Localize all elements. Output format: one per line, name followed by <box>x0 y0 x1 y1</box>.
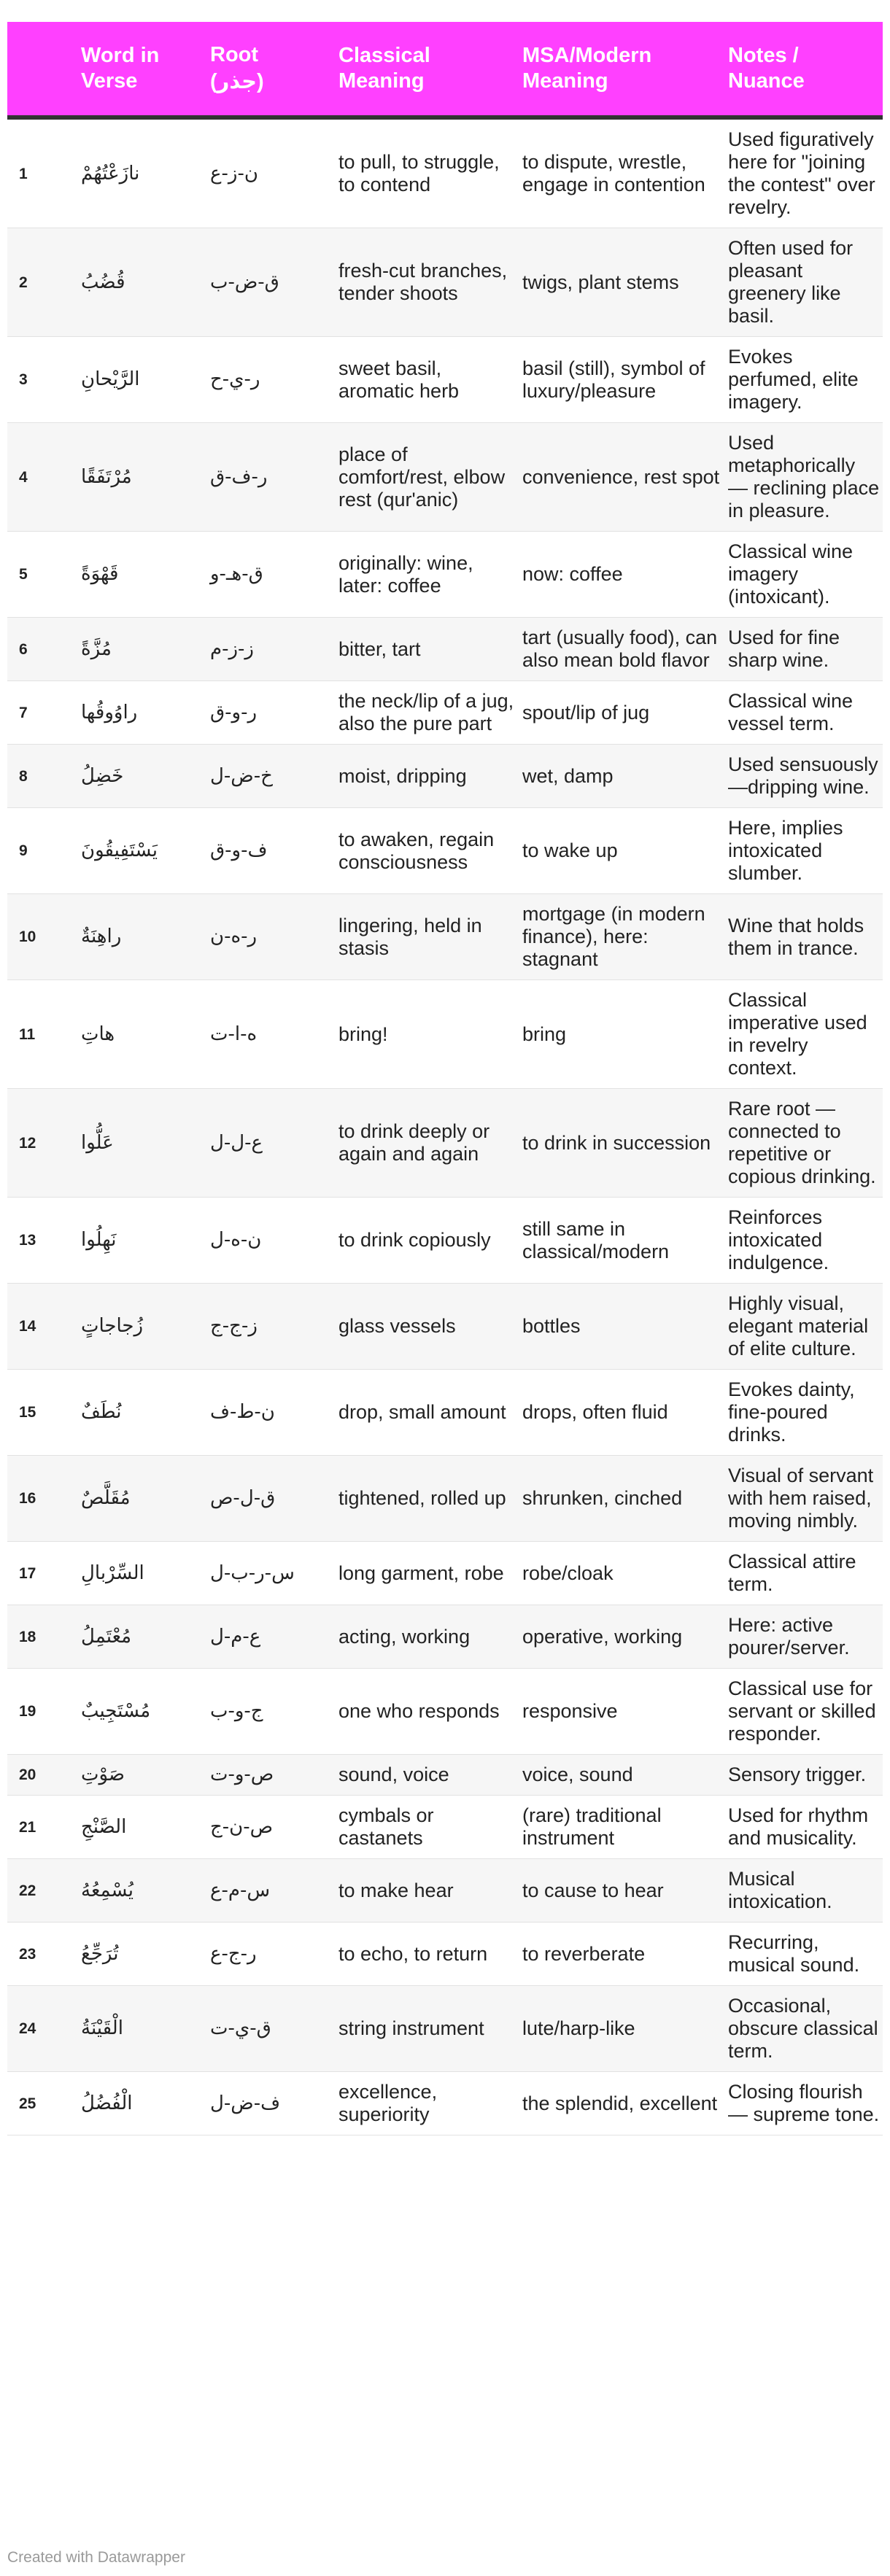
notes-nuance: Wine that holds them in trance. <box>728 894 883 980</box>
word-in-verse: السِّرْبالِ <box>81 1542 210 1605</box>
root-letters: ف-و-ق <box>210 808 338 894</box>
classical-meaning: to drink deeply or again and again <box>338 1089 522 1198</box>
notes-nuance: Classical use for servant or skilled responder. <box>728 1669 883 1755</box>
root-header-line1: Root <box>210 43 259 66</box>
table-row <box>7 337 883 423</box>
root-letters: ج-و-ب <box>210 1669 338 1755</box>
row-number: 12 <box>7 1089 81 1198</box>
notes-nuance: Rare root — connected to repetitive or copious drinking. <box>728 1089 883 1198</box>
word-in-verse: صَوْتِ <box>81 1755 210 1796</box>
row-number: 23 <box>7 1923 81 1986</box>
table-row <box>7 423 883 532</box>
classical-meaning: string instrument <box>338 1986 522 2072</box>
row-number: 4 <box>7 423 81 532</box>
root-letters: ق-هـ-و <box>210 532 338 618</box>
row-number: 17 <box>7 1542 81 1605</box>
row-number: 15 <box>7 1370 81 1456</box>
root-letters: خ-ض-ل <box>210 745 338 808</box>
word-in-verse: مُسْتَجِيبٌ <box>81 1669 210 1755</box>
table-row <box>7 1456 883 1542</box>
classical-meaning: long garment, robe <box>338 1542 522 1605</box>
msa-meaning: tart (usually food), can also mean bold flavor <box>522 618 728 681</box>
notes-nuance: Highly visual, elegant material of elite culture. <box>728 1284 883 1370</box>
msa-meaning: to wake up <box>522 808 728 894</box>
classical-meaning: originally: wine, later: coffee <box>338 532 522 618</box>
notes-nuance: Musical intoxication. <box>728 1859 883 1923</box>
row-number: 20 <box>7 1755 81 1796</box>
row-number: 8 <box>7 745 81 808</box>
root-letters: ر-و-ق <box>210 681 338 745</box>
word-in-verse: نُطَفٌ <box>81 1370 210 1456</box>
row-number: 1 <box>7 117 81 228</box>
word-in-verse: مُزَّةً <box>81 618 210 681</box>
table-row <box>7 117 883 228</box>
classical-meaning: to echo, to return <box>338 1923 522 1986</box>
table-row <box>7 980 883 1089</box>
table-row <box>7 681 883 745</box>
classical-meaning: moist, dripping <box>338 745 522 808</box>
column-header-number <box>7 22 81 117</box>
classical-meaning: sweet basil, aromatic herb <box>338 337 522 423</box>
root-letters: س-ر-ب-ل <box>210 1542 338 1605</box>
table-row <box>7 1859 883 1923</box>
classical-meaning: to make hear <box>338 1859 522 1923</box>
notes-nuance: Used sensuously—dripping wine. <box>728 745 883 808</box>
row-number: 5 <box>7 532 81 618</box>
msa-meaning: mortgage (in modern finance), here: stagnant <box>522 894 728 980</box>
table-row <box>7 1796 883 1859</box>
notes-nuance: Classical wine vessel term. <box>728 681 883 745</box>
root-letters: ص-ن-ج <box>210 1796 338 1859</box>
table-body <box>7 117 883 2135</box>
notes-nuance: Used metaphorically — reclining place in pleasure. <box>728 423 883 532</box>
word-in-verse: قَهْوَةً <box>81 532 210 618</box>
msa-meaning: twigs, plant stems <box>522 228 728 337</box>
notes-nuance: Evokes dainty, fine-poured drinks. <box>728 1370 883 1456</box>
table-row <box>7 2072 883 2135</box>
word-in-verse: الصَّنْجِ <box>81 1796 210 1859</box>
classical-meaning: fresh-cut branches, tender shoots <box>338 228 522 337</box>
root-letters: ر-ي-ح <box>210 337 338 423</box>
table-header-row <box>7 22 883 117</box>
classical-meaning: excellence, superiority <box>338 2072 522 2135</box>
msa-meaning: responsive <box>522 1669 728 1755</box>
word-in-verse: هاتِ <box>81 980 210 1089</box>
table-row <box>7 1198 883 1284</box>
word-in-verse: يُسْمِعُهُ <box>81 1859 210 1923</box>
root-letters: ه-ا-ت <box>210 980 338 1089</box>
table-row <box>7 618 883 681</box>
notes-nuance: Classical wine imagery (intoxicant). <box>728 532 883 618</box>
row-number: 13 <box>7 1198 81 1284</box>
column-header-msa[interactable]: MSA/Modern Meaning <box>522 22 728 117</box>
root-letters: ف-ض-ل <box>210 2072 338 2135</box>
msa-meaning: to cause to hear <box>522 1859 728 1923</box>
row-number: 6 <box>7 618 81 681</box>
classical-meaning: drop, small amount <box>338 1370 522 1456</box>
row-number: 16 <box>7 1456 81 1542</box>
row-number: 14 <box>7 1284 81 1370</box>
row-number: 7 <box>7 681 81 745</box>
table-row <box>7 1986 883 2072</box>
table-row <box>7 745 883 808</box>
classical-meaning: cymbals or castanets <box>338 1796 522 1859</box>
msa-meaning: now: coffee <box>522 532 728 618</box>
row-number: 9 <box>7 808 81 894</box>
msa-meaning: bring <box>522 980 728 1089</box>
classical-meaning: glass vessels <box>338 1284 522 1370</box>
notes-nuance: Occasional, obscure classical term. <box>728 1986 883 2072</box>
msa-meaning: the splendid, excellent <box>522 2072 728 2135</box>
root-letters: ن-ه-ل <box>210 1198 338 1284</box>
row-number: 18 <box>7 1605 81 1669</box>
notes-nuance: Sensory trigger. <box>728 1755 883 1796</box>
table-row <box>7 808 883 894</box>
msa-meaning: (rare) traditional instrument <box>522 1796 728 1859</box>
word-in-verse: نازَعْتُهُمْ <box>81 117 210 228</box>
word-in-verse: مُقَلَّصٌ <box>81 1456 210 1542</box>
word-in-verse: خَضِلُ <box>81 745 210 808</box>
table-row <box>7 1923 883 1986</box>
root-letters: ن-ز-ع <box>210 117 338 228</box>
classical-meaning: acting, working <box>338 1605 522 1669</box>
classical-meaning: to awaken, regain consciousness <box>338 808 522 894</box>
classical-meaning: bring! <box>338 980 522 1089</box>
column-header-root[interactable] <box>210 22 338 117</box>
root-letters: ر-ف-ق <box>210 423 338 532</box>
column-header-word[interactable]: Word in Verse <box>81 22 210 117</box>
word-in-verse: راهِنَةٌ <box>81 894 210 980</box>
row-number: 3 <box>7 337 81 423</box>
notes-nuance: Used for rhythm and musicality. <box>728 1796 883 1859</box>
notes-nuance: Classical imperative used in revelry context. <box>728 980 883 1089</box>
word-in-verse: الْقَيْنَةُ <box>81 1986 210 2072</box>
table-container <box>7 22 883 2135</box>
root-letters: ن-ط-ف <box>210 1370 338 1456</box>
msa-meaning: robe/cloak <box>522 1542 728 1605</box>
vocabulary-table <box>7 22 883 2135</box>
word-in-verse: تُرَجِّعُ <box>81 1923 210 1986</box>
msa-meaning: shrunken, cinched <box>522 1456 728 1542</box>
root-letters: ز-ز-م <box>210 618 338 681</box>
root-letters: ز-ج-ج <box>210 1284 338 1370</box>
classical-meaning: place of comfort/rest, elbow rest (qur'anic) <box>338 423 522 532</box>
classical-meaning: to pull, to struggle, to contend <box>338 117 522 228</box>
table-row <box>7 532 883 618</box>
root-letters: ر-ج-ع <box>210 1923 338 1986</box>
msa-meaning: operative, working <box>522 1605 728 1669</box>
msa-meaning: voice, sound <box>522 1755 728 1796</box>
row-number: 24 <box>7 1986 81 2072</box>
root-header-line2: (جذر) <box>210 70 264 93</box>
word-in-verse: مُعْتَمِلُ <box>81 1605 210 1669</box>
word-in-verse: الرَّيْحانِ <box>81 337 210 423</box>
root-letters: ع-م-ل <box>210 1605 338 1669</box>
msa-meaning: bottles <box>522 1284 728 1370</box>
table-row <box>7 1542 883 1605</box>
msa-meaning: to drink in succession <box>522 1089 728 1198</box>
notes-nuance: Classical attire term. <box>728 1542 883 1605</box>
word-in-verse: زُجاجاتٍ <box>81 1284 210 1370</box>
table-row <box>7 1089 883 1198</box>
root-letters: ع-ل-ل <box>210 1089 338 1198</box>
notes-nuance: Evokes perfumed, elite imagery. <box>728 337 883 423</box>
classical-meaning: bitter, tart <box>338 618 522 681</box>
column-header-notes[interactable]: Notes / Nuance <box>728 22 883 117</box>
table-row <box>7 228 883 337</box>
notes-nuance: Recurring, musical sound. <box>728 1923 883 1986</box>
notes-nuance: Here, implies intoxicated slumber. <box>728 808 883 894</box>
root-letters: ر-ه-ن <box>210 894 338 980</box>
word-in-verse: يَسْتَفِيقُونَ <box>81 808 210 894</box>
classical-meaning: lingering, held in stasis <box>338 894 522 980</box>
row-number: 21 <box>7 1796 81 1859</box>
word-in-verse: راوُوقُها <box>81 681 210 745</box>
msa-meaning: convenience, rest spot <box>522 423 728 532</box>
classical-meaning: sound, voice <box>338 1755 522 1796</box>
root-letters: س-م-ع <box>210 1859 338 1923</box>
table-row <box>7 1370 883 1456</box>
msa-meaning: basil (still), symbol of luxury/pleasure <box>522 337 728 423</box>
row-number: 19 <box>7 1669 81 1755</box>
row-number: 10 <box>7 894 81 980</box>
word-in-verse: قُضُبُ <box>81 228 210 337</box>
row-number: 2 <box>7 228 81 337</box>
table-row <box>7 1755 883 1796</box>
notes-nuance: Visual of servant with hem raised, moving nimbly. <box>728 1456 883 1542</box>
msa-meaning: to reverberate <box>522 1923 728 1986</box>
table-row <box>7 1284 883 1370</box>
msa-meaning: wet, damp <box>522 745 728 808</box>
notes-nuance: Closing flourish — supreme tone. <box>728 2072 883 2135</box>
classical-meaning: the neck/lip of a jug, also the pure part <box>338 681 522 745</box>
root-letters: ص-و-ت <box>210 1755 338 1796</box>
row-number: 25 <box>7 2072 81 2135</box>
notes-nuance: Used for fine sharp wine. <box>728 618 883 681</box>
root-letters: ق-ض-ب <box>210 228 338 337</box>
table-row <box>7 894 883 980</box>
classical-meaning: one who responds <box>338 1669 522 1755</box>
datawrapper-credit[interactable]: Created with Datawrapper <box>7 2549 185 2566</box>
root-letters: ق-ي-ت <box>210 1986 338 2072</box>
msa-meaning: drops, often fluid <box>522 1370 728 1456</box>
word-in-verse: نَهِلُوا <box>81 1198 210 1284</box>
notes-nuance: Here: active pourer/server. <box>728 1605 883 1669</box>
classical-meaning: tightened, rolled up <box>338 1456 522 1542</box>
msa-meaning: lute/harp-like <box>522 1986 728 2072</box>
msa-meaning: still same in classical/modern <box>522 1198 728 1284</box>
word-in-verse: عَلُّوا <box>81 1089 210 1198</box>
row-number: 11 <box>7 980 81 1089</box>
table-row <box>7 1669 883 1755</box>
root-letters: ق-ل-ص <box>210 1456 338 1542</box>
table-row <box>7 1605 883 1669</box>
row-number: 22 <box>7 1859 81 1923</box>
notes-nuance: Reinforces intoxicated indulgence. <box>728 1198 883 1284</box>
classical-meaning: to drink copiously <box>338 1198 522 1284</box>
msa-meaning: spout/lip of jug <box>522 681 728 745</box>
column-header-classical[interactable]: Classical Meaning <box>338 22 522 117</box>
word-in-verse: مُرْتَفَقًا <box>81 423 210 532</box>
word-in-verse: الْفُضُلُ <box>81 2072 210 2135</box>
notes-nuance: Often used for pleasant greenery like basil. <box>728 228 883 337</box>
msa-meaning: to dispute, wrestle, engage in contention <box>522 117 728 228</box>
notes-nuance: Used figuratively here for "joining the contest" over revelry. <box>728 117 883 228</box>
